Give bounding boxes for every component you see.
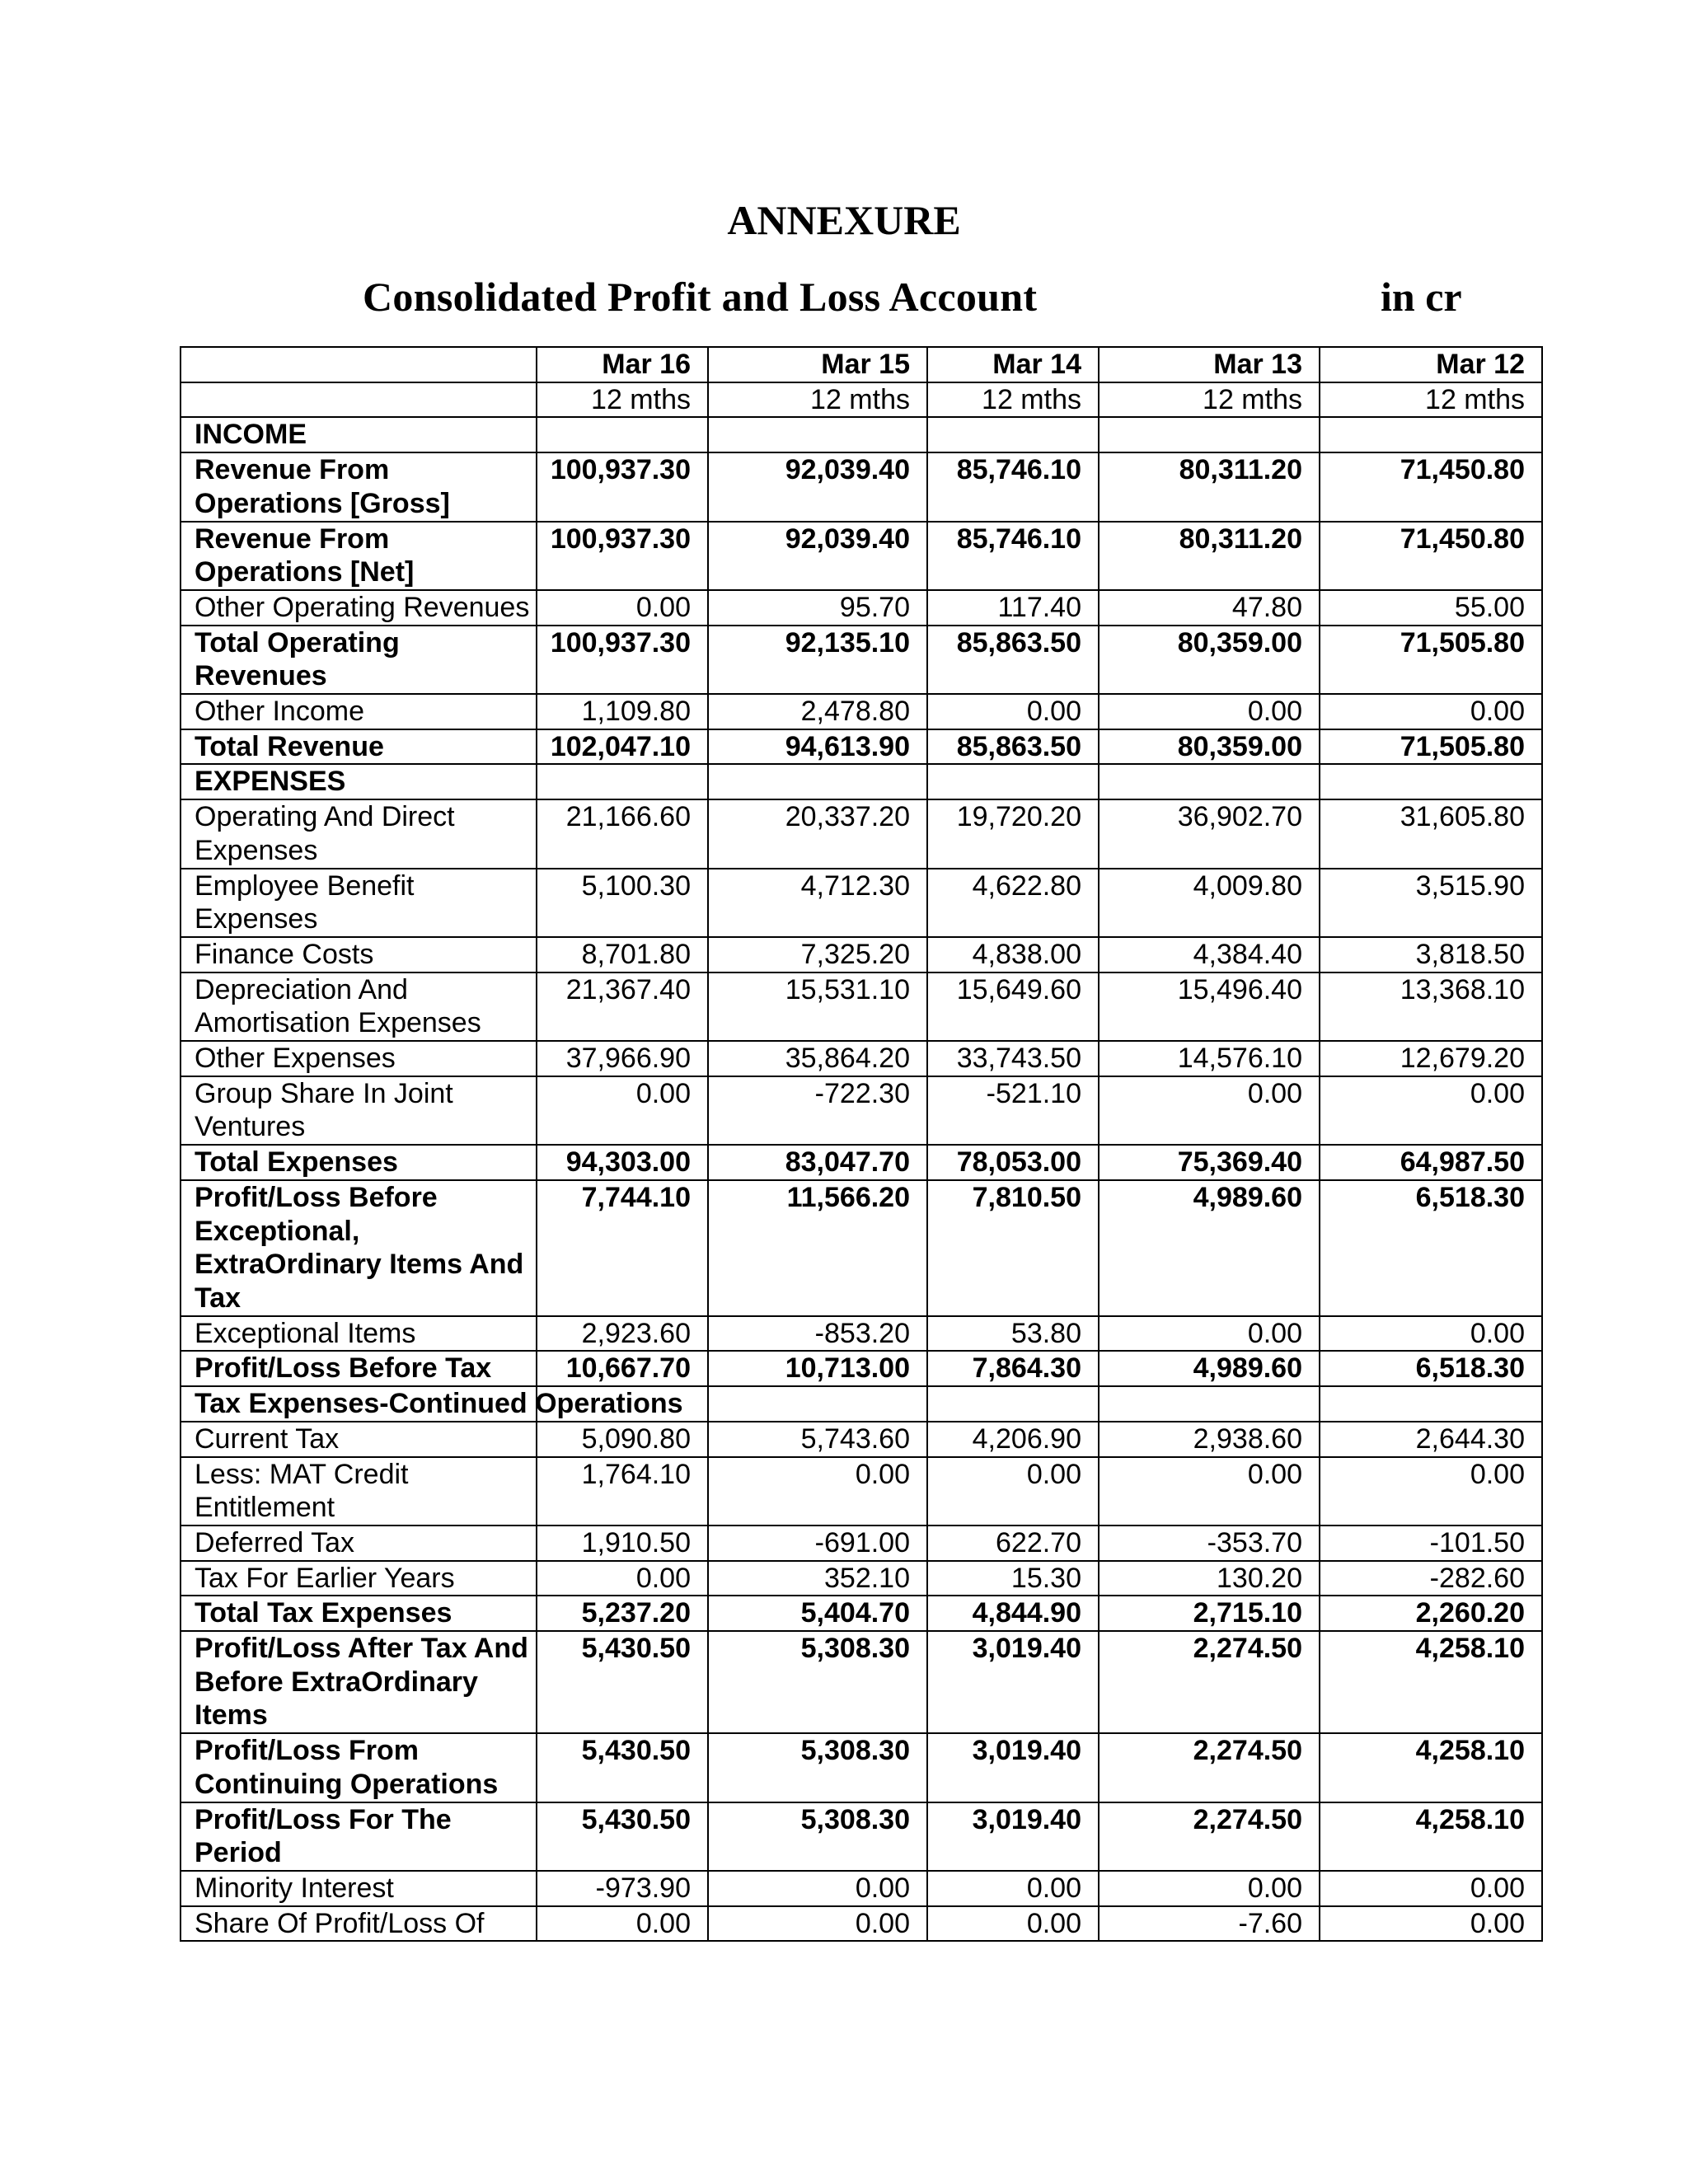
value-cell — [708, 764, 927, 799]
value-cell: 94,613.90 — [708, 729, 927, 765]
table-row — [181, 799, 1542, 868]
unit-label: in cr — [1381, 274, 1462, 320]
value-cell: 4,206.90 — [927, 1422, 1099, 1457]
profit-loss-table — [180, 346, 1543, 1942]
value-cell: 7,325.20 — [708, 937, 927, 972]
table-row — [181, 1076, 1542, 1145]
year-header-cell: Mar 15 — [708, 347, 927, 382]
row-label: Total Revenue — [181, 729, 537, 765]
value-cell: 6,518.30 — [1320, 1180, 1542, 1316]
table-row — [181, 1596, 1542, 1631]
value-cell: 4,258.10 — [1320, 1802, 1542, 1871]
value-cell: 0.00 — [708, 1871, 927, 1906]
row-label: Other Income — [181, 694, 537, 729]
value-cell: 33,743.50 — [927, 1041, 1099, 1076]
value-cell: -722.30 — [708, 1076, 927, 1145]
value-cell: 80,311.20 — [1099, 522, 1320, 590]
value-cell: 71,450.80 — [1320, 452, 1542, 521]
table-row — [181, 937, 1542, 972]
value-cell: 4,622.80 — [927, 869, 1099, 937]
row-label: Profit/Loss For The Period — [181, 1802, 537, 1871]
value-cell: 21,166.60 — [537, 799, 708, 868]
value-cell: 12,679.20 — [1320, 1041, 1542, 1076]
row-label: Finance Costs — [181, 937, 537, 972]
value-cell — [537, 764, 708, 799]
value-cell: 4,838.00 — [927, 937, 1099, 972]
value-cell: 5,404.70 — [708, 1596, 927, 1631]
header-blank-cell — [181, 347, 537, 382]
year-header-cell: Mar 16 — [537, 347, 708, 382]
value-cell: 0.00 — [927, 1871, 1099, 1906]
value-cell — [1099, 1386, 1320, 1422]
table-row — [181, 1802, 1542, 1871]
value-cell: 21,367.40 — [537, 972, 708, 1041]
value-cell: 117.40 — [927, 590, 1099, 626]
year-header-row — [181, 347, 1542, 382]
value-cell: 2,923.60 — [537, 1316, 708, 1352]
table-row — [181, 1041, 1542, 1076]
value-cell: 14,576.10 — [1099, 1041, 1320, 1076]
value-cell: 20,337.20 — [708, 799, 927, 868]
period-header-cell: 12 mths — [537, 382, 708, 418]
row-label: EXPENSES — [181, 764, 537, 799]
value-cell: 6,518.30 — [1320, 1351, 1542, 1386]
value-cell: 92,135.10 — [708, 626, 927, 694]
value-cell: 622.70 — [927, 1526, 1099, 1561]
value-cell: 47.80 — [1099, 590, 1320, 626]
table-row — [181, 1733, 1542, 1802]
value-cell: 80,311.20 — [1099, 452, 1320, 521]
row-label: Total Operating Revenues — [181, 626, 537, 694]
profit-loss-table-body — [181, 347, 1542, 1941]
value-cell — [927, 1386, 1099, 1422]
value-cell: 100,937.30 — [537, 626, 708, 694]
table-row — [181, 522, 1542, 590]
value-cell: 5,237.20 — [537, 1596, 708, 1631]
value-cell — [927, 417, 1099, 452]
value-cell: 4,712.30 — [708, 869, 927, 937]
value-cell — [1099, 764, 1320, 799]
value-cell: -973.90 — [537, 1871, 708, 1906]
value-cell: -353.70 — [1099, 1526, 1320, 1561]
value-cell: 0.00 — [537, 1906, 708, 1942]
value-cell: 85,863.50 — [927, 729, 1099, 765]
value-cell: 75,369.40 — [1099, 1145, 1320, 1180]
value-cell: 2,274.50 — [1099, 1631, 1320, 1733]
year-header-cell: Mar 13 — [1099, 347, 1320, 382]
value-cell: 15,531.10 — [708, 972, 927, 1041]
row-label: Exceptional Items — [181, 1316, 537, 1352]
value-cell: 1,109.80 — [537, 694, 708, 729]
value-cell: 0.00 — [927, 1457, 1099, 1526]
value-cell: 92,039.40 — [708, 452, 927, 521]
table-row — [181, 1422, 1542, 1457]
row-label: Group Share In Joint Ventures — [181, 1076, 537, 1145]
value-cell — [708, 1386, 927, 1422]
value-cell — [1320, 1386, 1542, 1422]
row-label: Profit/Loss Before Tax — [181, 1351, 537, 1386]
value-cell: 7,744.10 — [537, 1180, 708, 1316]
value-cell: 100,937.30 — [537, 452, 708, 521]
value-cell: 2,274.50 — [1099, 1802, 1320, 1871]
value-cell: 71,505.80 — [1320, 626, 1542, 694]
value-cell: 5,743.60 — [708, 1422, 927, 1457]
year-header-cell: Mar 14 — [927, 347, 1099, 382]
value-cell: 15,496.40 — [1099, 972, 1320, 1041]
row-label: Less: MAT Credit Entitlement — [181, 1457, 537, 1526]
row-label: Operating And Direct Expenses — [181, 799, 537, 868]
value-cell: 0.00 — [1320, 1076, 1542, 1145]
value-cell: 7,864.30 — [927, 1351, 1099, 1386]
table-row — [181, 1351, 1542, 1386]
value-cell: -691.00 — [708, 1526, 927, 1561]
value-cell: 15.30 — [927, 1561, 1099, 1596]
row-label: Depreciation And Amortisation Expenses — [181, 972, 537, 1041]
section-header-row — [181, 764, 1542, 799]
value-cell: 85,746.10 — [927, 452, 1099, 521]
table-row — [181, 1906, 1542, 1942]
value-cell: 2,478.80 — [708, 694, 927, 729]
value-cell: 1,764.10 — [537, 1457, 708, 1526]
value-cell: 4,009.80 — [1099, 869, 1320, 937]
header-blank-cell — [181, 382, 537, 418]
value-cell: 85,746.10 — [927, 522, 1099, 590]
value-cell: 102,047.10 — [537, 729, 708, 765]
row-label: Total Tax Expenses — [181, 1596, 537, 1631]
period-header-row — [181, 382, 1542, 418]
value-cell: 100,937.30 — [537, 522, 708, 590]
value-cell: 83,047.70 — [708, 1145, 927, 1180]
value-cell: -7.60 — [1099, 1906, 1320, 1942]
value-cell: 2,260.20 — [1320, 1596, 1542, 1631]
table-row — [181, 729, 1542, 765]
value-cell: 5,430.50 — [537, 1631, 708, 1733]
value-cell: 3,515.90 — [1320, 869, 1542, 937]
row-label: Revenue From Operations [Gross] — [181, 452, 537, 521]
value-cell — [708, 417, 927, 452]
section-header-row — [181, 417, 1542, 452]
table-row — [181, 1631, 1542, 1733]
value-cell: 11,566.20 — [708, 1180, 927, 1316]
value-cell: 4,258.10 — [1320, 1733, 1542, 1802]
table-row — [181, 1145, 1542, 1180]
row-label: Tax Expenses-Continued Operations — [181, 1386, 537, 1422]
value-cell: 0.00 — [1099, 1871, 1320, 1906]
table-row — [181, 972, 1542, 1041]
table-row — [181, 1871, 1542, 1906]
value-cell: 7,810.50 — [927, 1180, 1099, 1316]
value-cell: 3,019.40 — [927, 1733, 1099, 1802]
value-cell: -282.60 — [1320, 1561, 1542, 1596]
value-cell — [927, 764, 1099, 799]
value-cell: 53.80 — [927, 1316, 1099, 1352]
table-row — [181, 1561, 1542, 1596]
statement-title: Consolidated Profit and Loss Account — [363, 274, 1038, 320]
value-cell: 13,368.10 — [1320, 972, 1542, 1041]
annexure-heading: ANNEXURE — [727, 197, 961, 243]
row-label: Current Tax — [181, 1422, 537, 1457]
table-row — [181, 452, 1542, 521]
value-cell: 0.00 — [1099, 694, 1320, 729]
value-cell: 80,359.00 — [1099, 729, 1320, 765]
value-cell: 37,966.90 — [537, 1041, 708, 1076]
value-cell: 0.00 — [1320, 1906, 1542, 1942]
value-cell: 4,384.40 — [1099, 937, 1320, 972]
row-label: INCOME — [181, 417, 537, 452]
row-label: Tax For Earlier Years — [181, 1561, 537, 1596]
value-cell: 5,090.80 — [537, 1422, 708, 1457]
value-cell: 2,938.60 — [1099, 1422, 1320, 1457]
table-row — [181, 694, 1542, 729]
value-cell: 8,701.80 — [537, 937, 708, 972]
value-cell: 3,818.50 — [1320, 937, 1542, 972]
value-cell: 3,019.40 — [927, 1802, 1099, 1871]
value-cell: 0.00 — [1099, 1457, 1320, 1526]
period-header-cell: 12 mths — [1320, 382, 1542, 418]
row-label: Profit/Loss After Tax And Before ExtraOrdinary Items — [181, 1631, 537, 1733]
table-row — [181, 1526, 1542, 1561]
row-label: Total Expenses — [181, 1145, 537, 1180]
value-cell: 35,864.20 — [708, 1041, 927, 1076]
value-cell: 78,053.00 — [927, 1145, 1099, 1180]
row-label: Employee Benefit Expenses — [181, 869, 537, 937]
value-cell: 2,644.30 — [1320, 1422, 1542, 1457]
value-cell: 5,100.30 — [537, 869, 708, 937]
value-cell: 0.00 — [927, 694, 1099, 729]
value-cell: 0.00 — [708, 1906, 927, 1942]
value-cell: 0.00 — [708, 1457, 927, 1526]
value-cell: 5,430.50 — [537, 1802, 708, 1871]
table-row — [181, 869, 1542, 937]
value-cell: -853.20 — [708, 1316, 927, 1352]
value-cell: 31,605.80 — [1320, 799, 1542, 868]
value-cell: 92,039.40 — [708, 522, 927, 590]
value-cell: 1,910.50 — [537, 1526, 708, 1561]
value-cell: 0.00 — [1320, 1316, 1542, 1352]
table-row — [181, 1316, 1542, 1352]
row-label: Other Expenses — [181, 1041, 537, 1076]
value-cell: 10,667.70 — [537, 1351, 708, 1386]
year-header-cell: Mar 12 — [1320, 347, 1542, 382]
value-cell: 0.00 — [1099, 1316, 1320, 1352]
value-cell: 5,430.50 — [537, 1733, 708, 1802]
value-cell: 0.00 — [1099, 1076, 1320, 1145]
row-label: Other Operating Revenues — [181, 590, 537, 626]
row-label: Revenue From Operations [Net] — [181, 522, 537, 590]
value-cell: 85,863.50 — [927, 626, 1099, 694]
value-cell: 4,989.60 — [1099, 1180, 1320, 1316]
table-row — [181, 590, 1542, 626]
value-cell: -521.10 — [927, 1076, 1099, 1145]
row-label: Minority Interest — [181, 1871, 537, 1906]
value-cell: 3,019.40 — [927, 1631, 1099, 1733]
value-cell: 4,844.90 — [927, 1596, 1099, 1631]
value-cell: 94,303.00 — [537, 1145, 708, 1180]
value-cell: 0.00 — [1320, 1457, 1542, 1526]
value-cell — [537, 417, 708, 452]
value-cell: 5,308.30 — [708, 1802, 927, 1871]
period-header-cell: 12 mths — [927, 382, 1099, 418]
value-cell: -101.50 — [1320, 1526, 1542, 1561]
value-cell: 19,720.20 — [927, 799, 1099, 868]
value-cell: 2,715.10 — [1099, 1596, 1320, 1631]
value-cell: 2,274.50 — [1099, 1733, 1320, 1802]
value-cell: 0.00 — [1320, 1871, 1542, 1906]
value-cell: 64,987.50 — [1320, 1145, 1542, 1180]
period-header-cell: 12 mths — [708, 382, 927, 418]
row-label: Profit/Loss From Continuing Operations — [181, 1733, 537, 1802]
value-cell: 71,450.80 — [1320, 522, 1542, 590]
row-label: Deferred Tax — [181, 1526, 537, 1561]
period-header-cell: 12 mths — [1099, 382, 1320, 418]
value-cell: 0.00 — [537, 590, 708, 626]
value-cell: 5,308.30 — [708, 1631, 927, 1733]
table-row — [181, 1180, 1542, 1316]
value-cell: 0.00 — [1320, 694, 1542, 729]
value-cell: 4,258.10 — [1320, 1631, 1542, 1733]
value-cell: 10,713.00 — [708, 1351, 927, 1386]
value-cell: 0.00 — [927, 1906, 1099, 1942]
table-row — [181, 1457, 1542, 1526]
value-cell: 80,359.00 — [1099, 626, 1320, 694]
value-cell: 55.00 — [1320, 590, 1542, 626]
value-cell: 15,649.60 — [927, 972, 1099, 1041]
section-header-row — [181, 1386, 1542, 1422]
row-label: Share Of Profit/Loss Of — [181, 1906, 537, 1942]
value-cell: 4,989.60 — [1099, 1351, 1320, 1386]
value-cell — [1099, 417, 1320, 452]
value-cell: 0.00 — [537, 1561, 708, 1596]
value-cell: 36,902.70 — [1099, 799, 1320, 868]
table-row — [181, 626, 1542, 694]
value-cell — [1320, 417, 1542, 452]
value-cell — [1320, 764, 1542, 799]
row-label: Profit/Loss Before Exceptional, ExtraOrdinary Items And Tax — [181, 1180, 537, 1316]
value-cell: 71,505.80 — [1320, 729, 1542, 765]
value-cell: 352.10 — [708, 1561, 927, 1596]
value-cell: 130.20 — [1099, 1561, 1320, 1596]
value-cell: 95.70 — [708, 590, 927, 626]
value-cell: 5,308.30 — [708, 1733, 927, 1802]
value-cell: 0.00 — [537, 1076, 708, 1145]
